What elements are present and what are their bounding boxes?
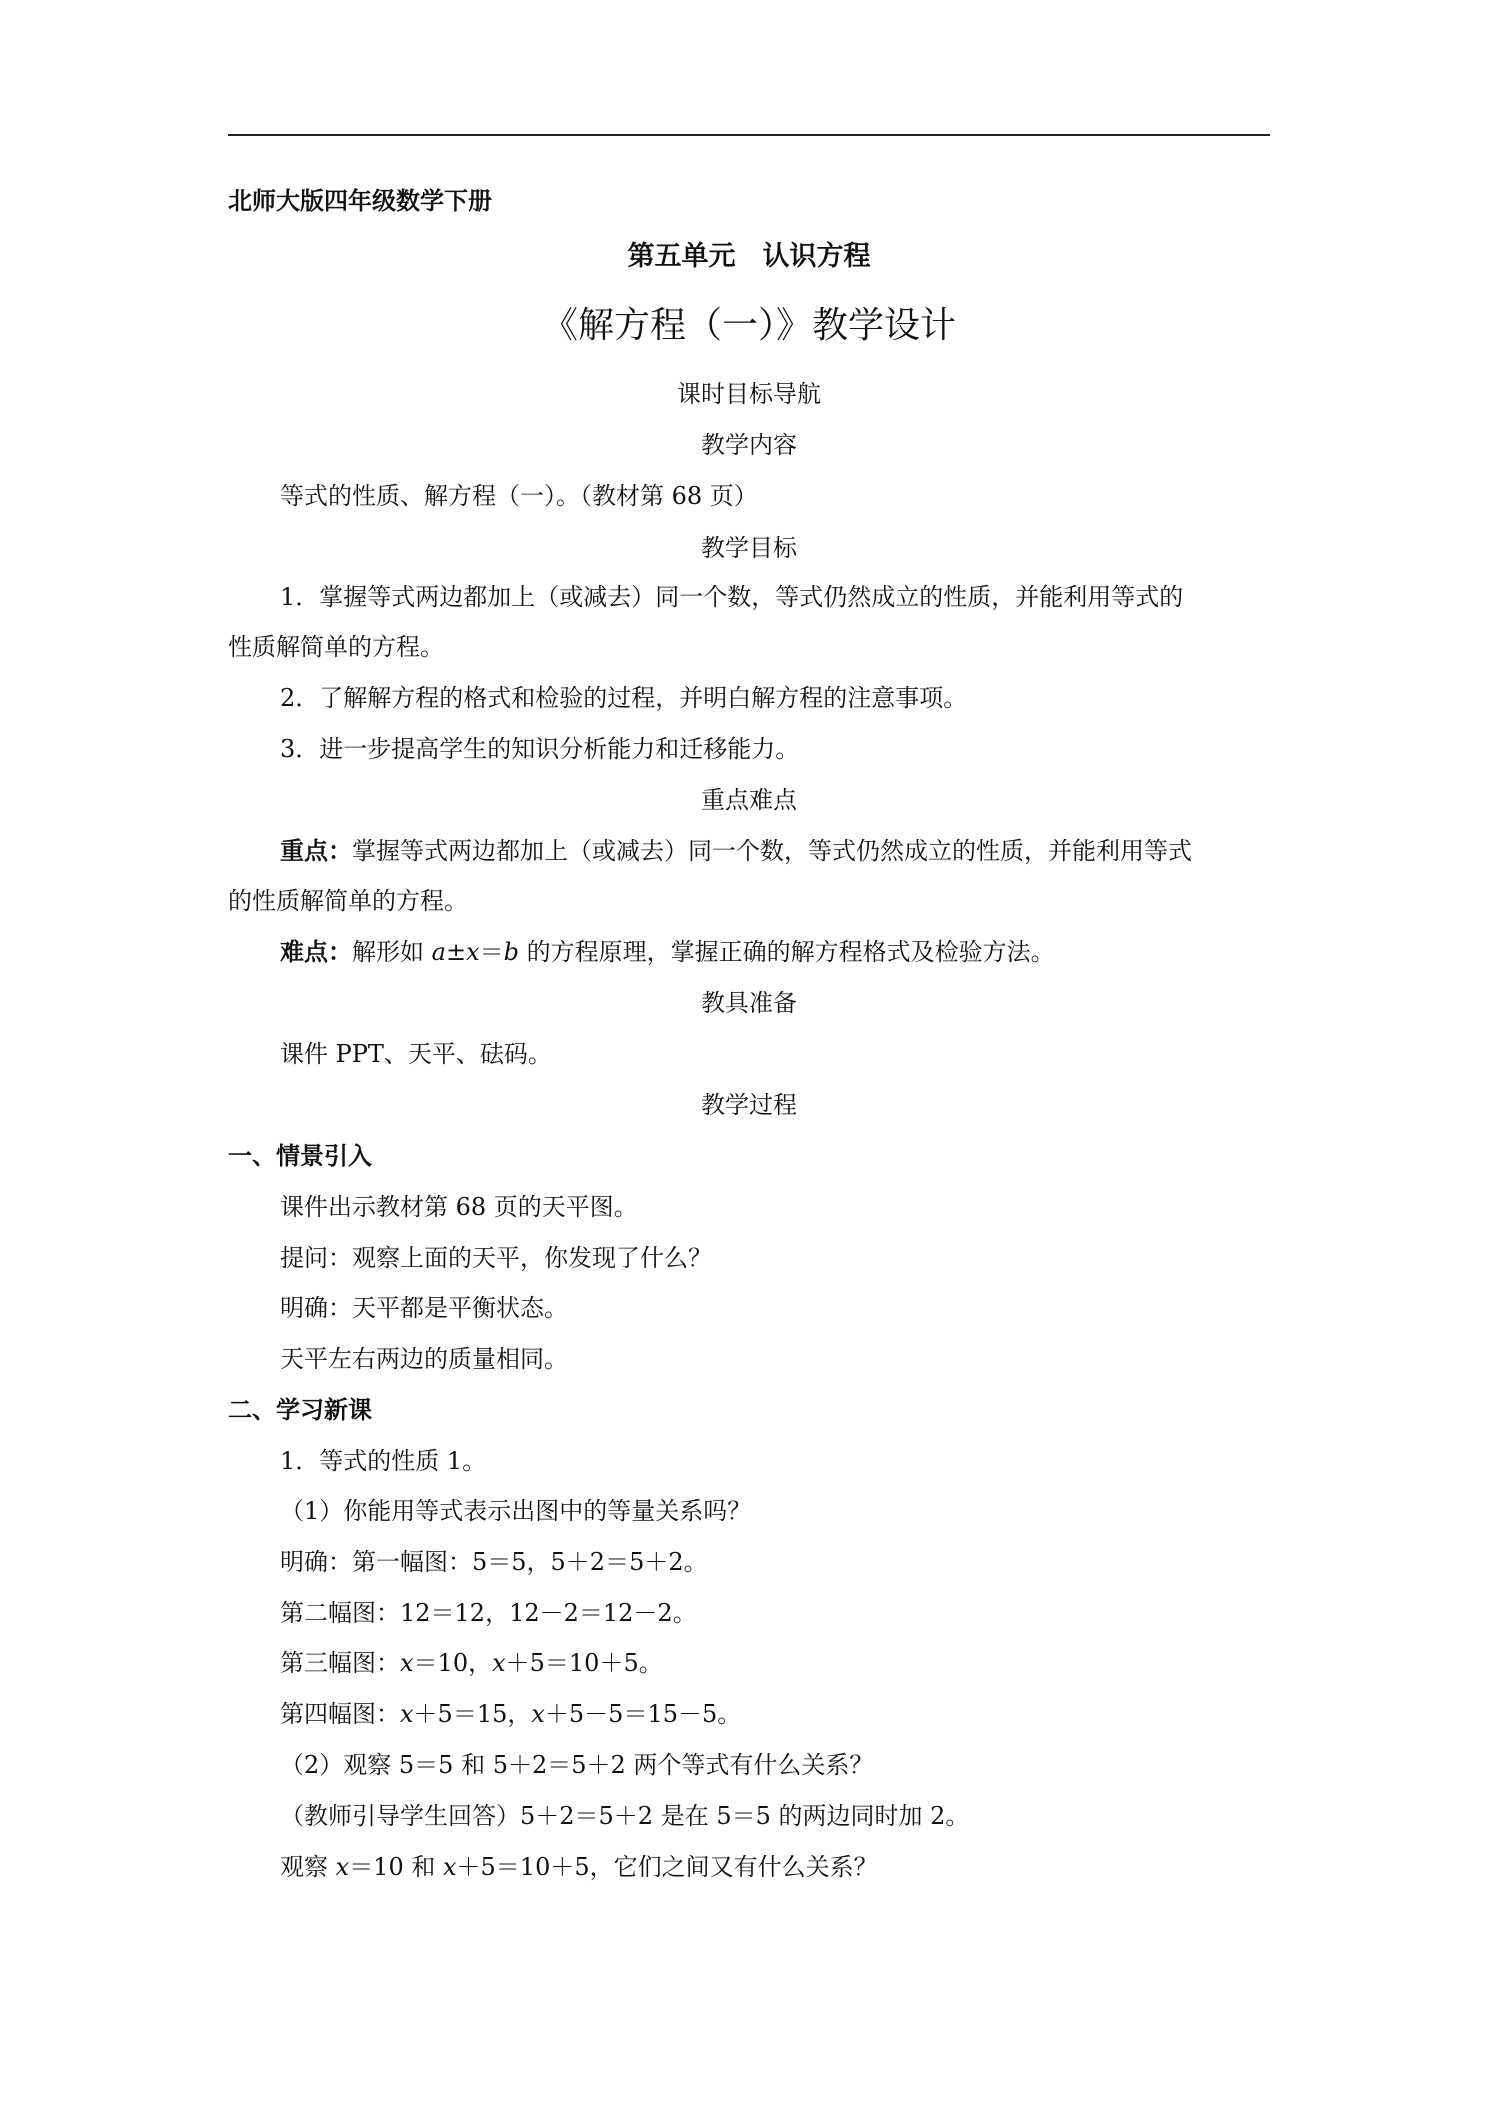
- answer-figure-3: [280, 1646, 1322, 1680]
- equals-sign: ＝: [479, 938, 504, 966]
- var-x: x: [400, 1700, 414, 1728]
- section-heading-keypoints: 重点难点: [701, 786, 797, 814]
- section-heading-nav: 课时目标导航: [677, 380, 821, 408]
- unit-title: 第五单元 认识方程: [627, 241, 871, 272]
- lesson-title: 《解方程（一）》教学设计: [541, 305, 956, 346]
- keypoint-text-1: 掌握等式两边都加上（或减去）同一个数，等式仍然成立的性质，并能利用等式: [352, 837, 1192, 865]
- figure-4-prefix: 第四幅图：: [280, 1700, 400, 1728]
- figure-3-mid: ＝10，: [413, 1649, 493, 1677]
- var-x: x: [400, 1649, 414, 1677]
- figure-4-mid: ＋5＝15，: [413, 1700, 532, 1728]
- lesson-line-1: 1．等式的性质 1。: [280, 1447, 487, 1475]
- subsection-title-2: 二、学习新课: [228, 1396, 372, 1424]
- var-x: x: [335, 1853, 350, 1881]
- keypoint-line-2: 的性质解简单的方程。: [228, 887, 468, 915]
- question-3: [280, 1850, 1322, 1884]
- intro-line-1: 课件出示教材第 68 页的天平图。: [280, 1193, 638, 1221]
- var-b: b: [503, 938, 519, 966]
- header-rule: [228, 134, 1270, 136]
- section-heading-process: 教学过程: [701, 1091, 797, 1119]
- difficulty-text-post: 的方程原理，掌握正确的解方程格式及检验方法。: [518, 938, 1055, 966]
- var-x: x: [531, 1700, 545, 1728]
- difficulty-line: [280, 935, 1322, 969]
- subsection-title-1: 一、情景引入: [228, 1142, 372, 1170]
- question-3-suffix: ＋5＝10＋5，它们之间又有什么关系？: [456, 1853, 878, 1881]
- intro-line-2: 提问：观察上面的天平，你发现了什么？: [280, 1244, 712, 1272]
- keypoint-line-1: [280, 834, 1322, 868]
- answer-figure-2: 第二幅图：12＝12，12－2＝12－2。: [280, 1599, 697, 1627]
- keypoint-label: 重点：: [280, 837, 352, 865]
- answer-figure-4: [280, 1697, 1322, 1731]
- goal-2: 2．了解解方程的格式和检验的过程，并明白解方程的注意事项。: [280, 684, 968, 712]
- var-a: a: [431, 938, 446, 966]
- answer-2: （教师引导学生回答）5＋2＝5＋2 是在 5＝5 的两边同时加 2。: [280, 1802, 970, 1830]
- intro-line-4: 天平左右两边的质量相同。: [280, 1345, 568, 1373]
- var-x: x: [466, 938, 480, 966]
- difficulty-text-pre: 解形如: [352, 938, 432, 966]
- section-heading-goals: 教学目标: [701, 534, 797, 562]
- tools-text: 课件 PPT、天平、砝码。: [280, 1040, 552, 1068]
- question-3-mid: ＝10 和: [349, 1853, 443, 1881]
- question-3-prefix: 观察: [280, 1853, 336, 1881]
- goal-1-line-1: 1．掌握等式两边都加上（或减去）同一个数，等式仍然成立的性质，并能利用等式的: [280, 583, 1184, 611]
- content-text: 等式的性质、解方程（一）。（教材第 68 页）: [280, 482, 758, 510]
- goal-1-line-2: 性质解简单的方程。: [228, 633, 444, 661]
- figure-4-suffix: ＋5－5＝15－5。: [544, 1700, 742, 1728]
- question-1: （1）你能用等式表示出图中的等量关系吗？: [280, 1497, 752, 1525]
- var-x: x: [492, 1649, 506, 1677]
- section-heading-content: 教学内容: [701, 431, 797, 459]
- figure-3-suffix: ＋5＝10＋5。: [505, 1649, 663, 1677]
- var-x: x: [442, 1853, 457, 1881]
- section-heading-tools: 教具准备: [701, 989, 797, 1017]
- goal-3: 3．进一步提高学生的知识分析能力和迁移能力。: [280, 735, 800, 763]
- difficulty-label: 难点：: [280, 938, 352, 966]
- question-2: （2）观察 5＝5 和 5＋2＝5＋2 两个等式有什么关系？: [280, 1751, 874, 1779]
- plus-minus-sign: ±: [445, 938, 467, 966]
- book-title: 北师大版四年级数学下册: [228, 187, 492, 215]
- figure-3-prefix: 第三幅图：: [280, 1649, 400, 1677]
- intro-line-3: 明确：天平都是平衡状态。: [280, 1294, 568, 1322]
- answer-figure-1: 明确：第一幅图：5＝5，5＋2＝5＋2。: [280, 1548, 708, 1576]
